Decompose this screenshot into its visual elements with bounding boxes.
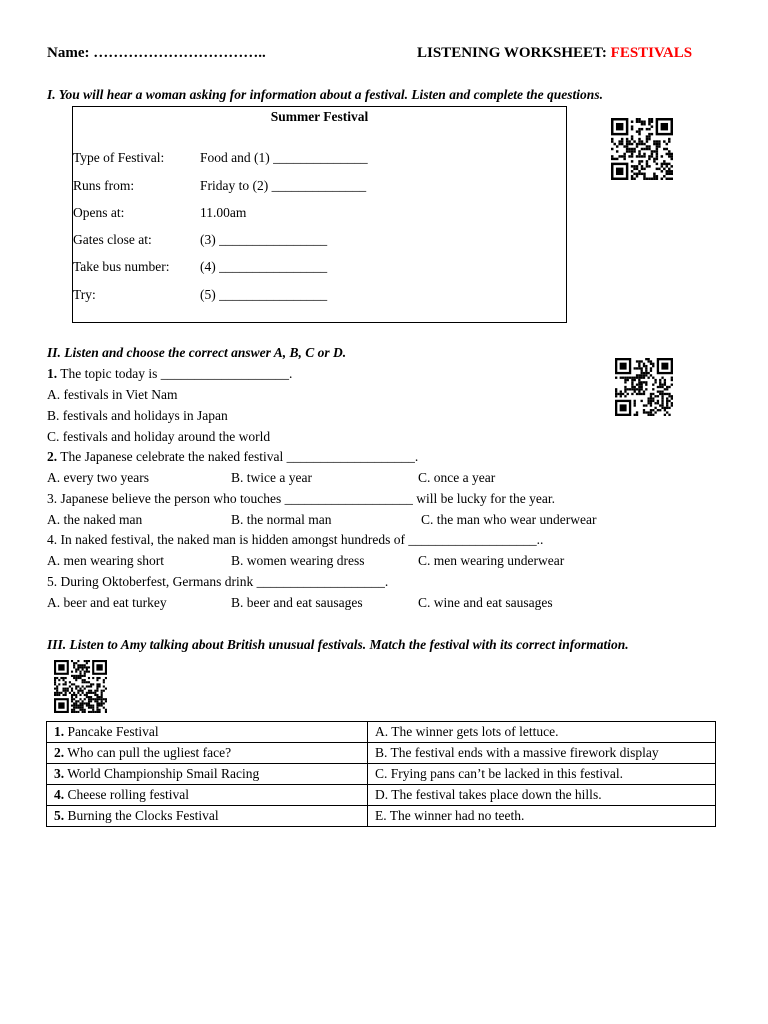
form-label: Try: [73, 287, 96, 302]
form-label: Runs from: [73, 178, 135, 193]
option: C. wine and eat sausages [418, 595, 553, 610]
festival-name: Pancake Festival [64, 724, 159, 739]
festival-cell [47, 722, 368, 743]
worksheet-title-label: LISTENING WORKSHEET: [417, 45, 607, 61]
table-row [47, 722, 716, 743]
form-label: Opens at: [73, 205, 125, 220]
festival-name: World Championship Smail Racing [64, 766, 260, 781]
name-dots: …………………………….. [93, 45, 266, 61]
option: B. beer and eat sausages [231, 595, 363, 610]
form-value: Food and (1) ______________ [200, 150, 368, 165]
info-cell: C. Frying pans can’t be lacked in this festival. [368, 764, 716, 785]
festival-cell [47, 764, 368, 785]
table-row [47, 743, 716, 764]
form-value: (5) ________________ [200, 287, 328, 302]
festival-cell [47, 743, 368, 764]
option: B. twice a year [231, 470, 312, 485]
form-label: Take bus number: [73, 259, 170, 274]
festival-cell [47, 806, 368, 827]
question-text: The topic today is ___________________. [57, 366, 293, 381]
question-4: 4. In naked festival, the naked man is hidden amongst hundreds of ___________________.. [47, 532, 544, 547]
option: C. men wearing underwear [418, 553, 565, 568]
section2-instruction: II. Listen and choose the correct answer A, B, C or D. [47, 345, 347, 360]
option: A. festivals in Viet Nam [47, 387, 178, 402]
section3-instruction: III. Listen to Amy talking about British unusual festivals. Match the festival with its correct information. [47, 637, 629, 652]
form-row [73, 150, 164, 166]
option: C. once a year [418, 470, 496, 485]
option: C. festivals and holiday around the world [47, 429, 271, 444]
box-title: Summer Festival [270, 109, 369, 124]
question-2 [47, 449, 418, 465]
festival-name: Who can pull the ugliest face? [64, 745, 232, 760]
section1-instruction: I. You will hear a woman asking for information about a festival. Listen and complete the questions. [47, 87, 603, 102]
qr-code-icon [52, 660, 109, 713]
info-cell: D. The festival takes place down the hills. [368, 785, 716, 806]
row-number: 1. [54, 724, 65, 739]
name-line [47, 45, 266, 62]
info-cell: E. The winner had no teeth. [368, 806, 716, 827]
form-label: Gates close at: [73, 232, 152, 247]
question-5: 5. During Oktoberfest, Germans drink ___________________. [47, 574, 389, 589]
option: B. the normal man [231, 512, 332, 527]
festival-name: Burning the Clocks Festival [64, 808, 219, 823]
form-value: Friday to (2) ______________ [200, 178, 367, 193]
option: A. men wearing short [47, 553, 164, 568]
worksheet-topic: FESTIVALS [610, 45, 693, 61]
table-row [47, 764, 716, 785]
name-label: Name: [47, 45, 90, 61]
festival-name: Cheese rolling festival [64, 787, 189, 802]
matching-table [46, 721, 716, 827]
form-value: (3) ________________ [200, 232, 328, 247]
option: A. the naked man [47, 512, 143, 527]
row-number: 2. [54, 745, 65, 760]
form-value: (4) ________________ [200, 259, 328, 274]
form-value: 11.00am [200, 205, 247, 220]
qr-code-icon [610, 118, 674, 180]
option: C. the man who wear underwear [421, 512, 597, 527]
qr-code-icon [613, 358, 675, 416]
festival-cell [47, 785, 368, 806]
row-number: 5. [54, 808, 65, 823]
row-number: 4. [54, 787, 65, 802]
option: B. festivals and holidays in Japan [47, 408, 228, 423]
option: B. women wearing dress [231, 553, 365, 568]
question-number: 1. [47, 366, 58, 381]
row-number: 3. [54, 766, 65, 781]
question-text: The Japanese celebrate the naked festival ___________________. [57, 449, 419, 464]
question-3: 3. Japanese believe the person who touches ___________________ will be lucky for the year. [47, 491, 556, 506]
option: A. every two years [47, 470, 149, 485]
option: A. beer and eat turkey [47, 595, 167, 610]
table-row [47, 806, 716, 827]
info-cell: B. The festival ends with a massive firework display [368, 743, 716, 764]
question-1 [47, 366, 292, 382]
question-number: 2. [47, 449, 58, 464]
form-label: Type of Festival: [73, 150, 165, 165]
info-cell: A. The winner gets lots of lettuce. [368, 722, 716, 743]
table-row [47, 785, 716, 806]
worksheet-title [417, 45, 692, 62]
